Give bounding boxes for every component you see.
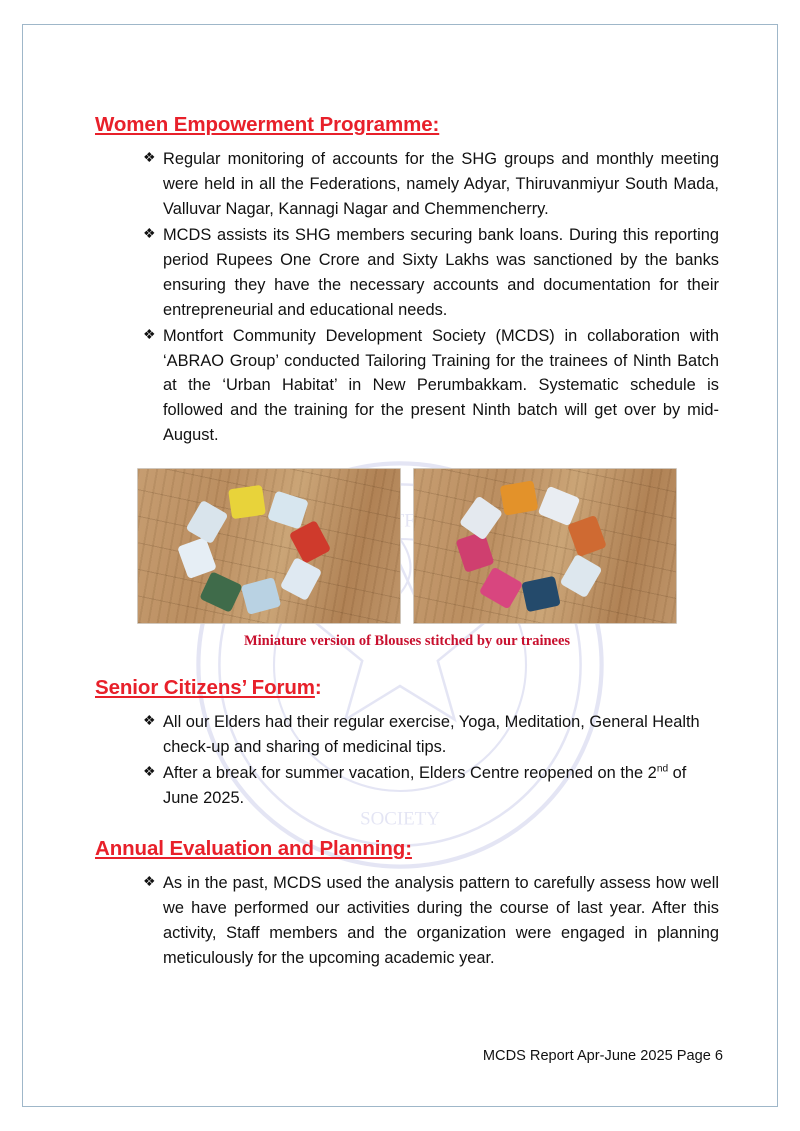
svg-text:SOCIETY: SOCIETY (360, 808, 440, 830)
photo-blouses-right (413, 468, 677, 624)
list-item: ❖ All our Elders had their regular exercise, Yoga, Meditation, General Health check-up and sharing of medicinal tips. (143, 710, 719, 760)
section-heading-annual-evaluation (95, 837, 719, 861)
list-item: ❖ As in the past, MCDS used the analysis pattern to carefully assess how well we have performed our activities during the course of last year. After this activity, Staff members and the organization were engaged in planning meticulously for the upcoming academic year. (143, 871, 719, 971)
list-item: ❖ Montfort Community Development Society (MCDS) in collaboration with ‘ABRAO Group’ conducted Tailoring Training for the trainees of Ninth Batch at the ‘Urban Habitat’ in New Perumbakkam. Systematic schedule is followed and the training for the present Ninth batch will get over by mid-August. (143, 324, 719, 449)
section-heading-text: Senior Citizens’ Forum (95, 676, 315, 700)
list-item: ❖ Regular monitoring of accounts for the SHG groups and monthly meeting were held in all the Federations, namely Adyar, Thiruvanmiyur South Mada, Valluvar Nagar, Kannagi Nagar and Chemmencherry. (143, 147, 719, 222)
section-heading-text: Women Empowerment Programme: (95, 113, 440, 136)
document-page (22, 24, 778, 1107)
list-item: ❖ After a break for summer vacation, Elders Centre reopened on the 2nd of June 2025. (143, 761, 719, 811)
section-heading-senior-citizens (95, 676, 719, 700)
list-item: ❖ MCDS assists its SHG members securing bank loans. During this reporting period Rupees One Crore and Sixty Lakhs was sanctioned by the banks ensuring they have the necessary accounts and documentation for their entrepreneurial and educational needs. (143, 223, 719, 323)
figure-caption: Miniature version of Blouses stitched by our trainees (243, 633, 571, 650)
bullet-list-women-empowerment (95, 147, 719, 448)
figure-blouse-photos (95, 468, 719, 624)
svg-text:MONTFORT: MONTFORT (348, 510, 452, 532)
bullet-list-annual-evaluation (95, 871, 719, 971)
document-content (23, 25, 777, 971)
page-footer: MCDS Report Apr-June 2025 Page 6 (482, 1048, 723, 1064)
section-heading-text: Annual Evaluation and Planning: (95, 837, 412, 860)
photo-blouses-left (137, 468, 401, 624)
section-heading-women-empowerment (95, 113, 719, 137)
bullet-list-senior-citizens (95, 710, 719, 811)
section-heading-suffix: : (314, 676, 322, 700)
